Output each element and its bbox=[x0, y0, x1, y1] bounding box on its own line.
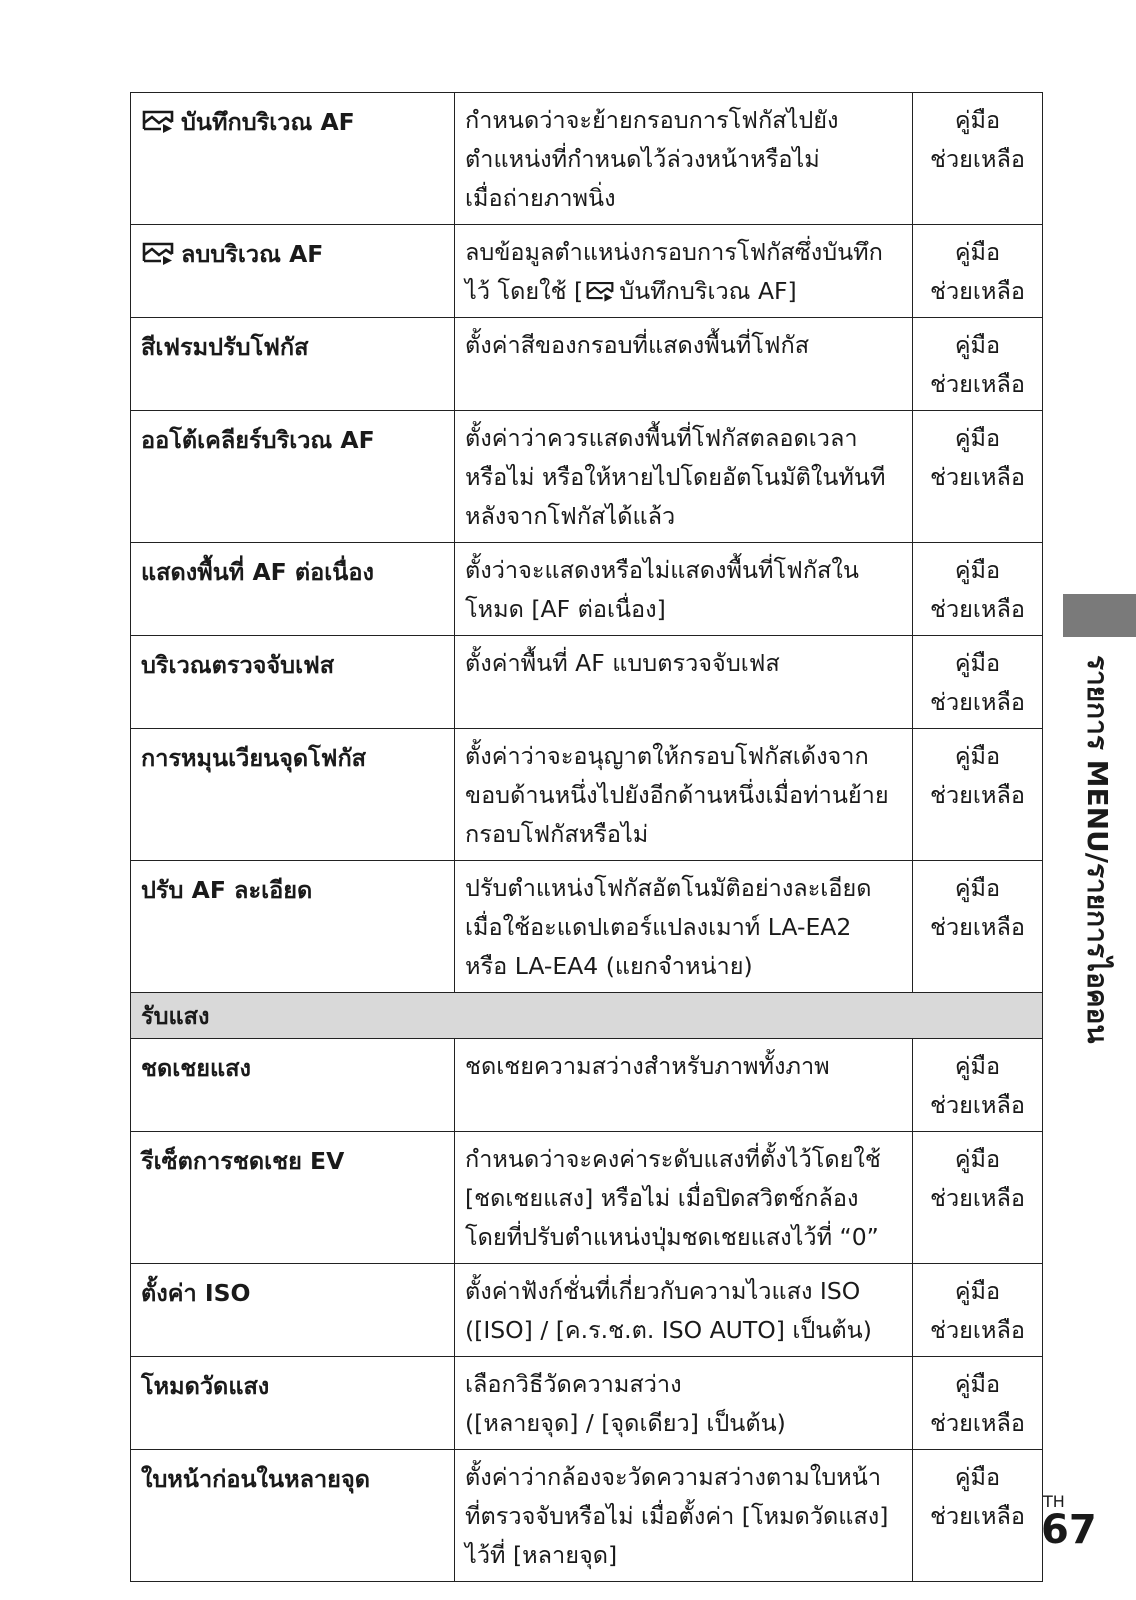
item-description-cell bbox=[455, 1039, 913, 1132]
table-row bbox=[131, 1264, 1043, 1357]
description-text: ไว้ โดยใช้ [ bbox=[465, 277, 584, 305]
help-guide-link[interactable] bbox=[913, 1132, 1043, 1264]
item-name: สีเฟรมปรับโฟกัส bbox=[141, 333, 309, 361]
item-name-cell bbox=[131, 729, 455, 861]
item-description-cell bbox=[455, 411, 913, 543]
help-guide-link[interactable] bbox=[913, 1264, 1043, 1357]
item-name: ตั้งค่า ISO bbox=[141, 1279, 251, 1307]
item-name: ลบบริเวณ AF bbox=[181, 240, 324, 268]
table-row bbox=[131, 1132, 1043, 1264]
help-guide-link[interactable] bbox=[913, 1039, 1043, 1132]
description-line: กำหนดว่าจะย้ายกรอบการโฟกัสไปยัง bbox=[465, 106, 839, 134]
help-guide-label: คู่มือ bbox=[954, 1370, 1001, 1398]
description-line: เลือกวิธีวัดความสว่าง bbox=[465, 1370, 682, 1398]
help-guide-link[interactable] bbox=[913, 1450, 1043, 1582]
item-name: รีเซ็ตการชดเชย EV bbox=[141, 1147, 345, 1175]
table-row bbox=[131, 411, 1043, 543]
help-guide-link[interactable] bbox=[913, 225, 1043, 318]
item-description-cell bbox=[455, 225, 913, 318]
chapter-tab-marker bbox=[1063, 594, 1136, 637]
description-line: โหมด [AF ต่อเนื่อง] bbox=[465, 595, 666, 623]
help-guide-link[interactable] bbox=[913, 861, 1043, 993]
description-line: ตั้งค่าว่าจะอนุญาตให้กรอบโฟกัสเด้งจาก bbox=[465, 742, 869, 770]
description-line: ปรับตำแหน่งโฟกัสอัตโนมัติอย่างละเอียด bbox=[465, 874, 872, 902]
item-name-cell bbox=[131, 225, 455, 318]
item-name: การหมุนเวียนจุดโฟกัส bbox=[141, 744, 367, 772]
item-name-cell bbox=[131, 1450, 455, 1582]
description-line: ตั้งค่าว่ากล้องจะวัดความสว่างตามใบหน้า bbox=[465, 1463, 882, 1491]
help-guide-label: คู่มือ bbox=[954, 1463, 1001, 1491]
item-name-cell bbox=[131, 1357, 455, 1450]
item-description-cell bbox=[455, 1357, 913, 1450]
help-guide-link[interactable] bbox=[913, 1357, 1043, 1450]
item-name: บันทึกบริเวณ AF bbox=[181, 108, 355, 136]
language-code: TH bbox=[1043, 1492, 1065, 1511]
description-line: หรือไม่ หรือให้หายไปโดยอัตโนมัติในทันที bbox=[465, 463, 886, 491]
help-guide-label: คู่มือ bbox=[954, 106, 1001, 134]
table-row bbox=[131, 225, 1043, 318]
help-guide-label: ช่วยเหลือ bbox=[930, 1091, 1025, 1119]
table-row bbox=[131, 543, 1043, 636]
item-name: ชดเชยแสง bbox=[141, 1054, 251, 1082]
description-line: [ชดเชยแสง] หรือไม่ เมื่อปิดสวิตช์กล้อง bbox=[465, 1184, 859, 1212]
description-line: ขอบด้านหนึ่งไปยังอีกด้านหนึ่งเมื่อท่านย้าย bbox=[465, 781, 889, 809]
description-line: ไว้ที่ [หลายจุด] bbox=[465, 1541, 618, 1569]
chapter-side-label: รายการ MENU/รายการไอคอน bbox=[1081, 655, 1114, 1044]
help-guide-link[interactable] bbox=[913, 93, 1043, 225]
table-row bbox=[131, 729, 1043, 861]
help-guide-label: ช่วยเหลือ bbox=[930, 277, 1025, 305]
help-guide-label: ช่วยเหลือ bbox=[930, 688, 1025, 716]
help-guide-label: คู่มือ bbox=[954, 1277, 1001, 1305]
section-header-row bbox=[131, 993, 1043, 1039]
description-line: ตั้งค่าพื้นที่ AF แบบตรวจจับเฟส bbox=[465, 649, 780, 677]
description-line: กรอบโฟกัสหรือไม่ bbox=[465, 820, 649, 848]
item-description-cell bbox=[455, 543, 913, 636]
table-row bbox=[131, 861, 1043, 993]
item-name-cell bbox=[131, 1039, 455, 1132]
item-name-cell bbox=[131, 861, 455, 993]
description-line: ตั้งค่าสีของกรอบที่แสดงพื้นที่โฟกัส bbox=[465, 331, 810, 359]
description-line: ตั้งค่าฟังก์ชั่นที่เกี่ยวกับความไวแสง ISO bbox=[465, 1277, 861, 1305]
help-guide-label: คู่มือ bbox=[954, 874, 1001, 902]
still-image-icon bbox=[585, 280, 615, 302]
item-description-cell bbox=[455, 1264, 913, 1357]
description-line: ที่ตรวจจับหรือไม่ เมื่อตั้งค่า [โหมดวัดแสง] bbox=[465, 1502, 889, 1530]
section-title: รับแสง bbox=[131, 993, 1043, 1039]
description-line bbox=[465, 272, 902, 311]
help-guide-label: คู่มือ bbox=[954, 238, 1001, 266]
still-image-icon bbox=[141, 241, 175, 265]
item-name: โหมดวัดแสง bbox=[141, 1372, 270, 1400]
item-name: ออโต้เคลียร์บริเวณ AF bbox=[141, 426, 375, 454]
help-guide-label: ช่วยเหลือ bbox=[930, 913, 1025, 941]
menu-items-table bbox=[130, 92, 1043, 1582]
help-guide-label: ช่วยเหลือ bbox=[930, 1184, 1025, 1212]
description-line: ตำแหน่งที่กำหนดไว้ล่วงหน้าหรือไม่ bbox=[465, 145, 820, 173]
item-name-cell bbox=[131, 411, 455, 543]
help-guide-label: คู่มือ bbox=[954, 742, 1001, 770]
description-line: เมื่อใช้อะแดปเตอร์แปลงเมาท์ LA-EA2 bbox=[465, 913, 852, 941]
description-line: หลังจากโฟกัสได้แล้ว bbox=[465, 502, 676, 530]
help-guide-link[interactable] bbox=[913, 636, 1043, 729]
help-guide-label: คู่มือ bbox=[954, 556, 1001, 584]
help-guide-label: ช่วยเหลือ bbox=[930, 463, 1025, 491]
description-line: ลบข้อมูลตำแหน่งกรอบการโฟกัสซึ่งบันทึก bbox=[465, 238, 883, 266]
item-name: แสดงพื้นที่ AF ต่อเนื่อง bbox=[141, 558, 374, 586]
item-description-cell bbox=[455, 729, 913, 861]
item-description-cell bbox=[455, 1450, 913, 1582]
item-description-cell bbox=[455, 861, 913, 993]
help-guide-link[interactable] bbox=[913, 729, 1043, 861]
item-name-cell bbox=[131, 543, 455, 636]
item-name: ปรับ AF ละเอียด bbox=[141, 876, 313, 904]
help-guide-link[interactable] bbox=[913, 543, 1043, 636]
item-name: ใบหน้าก่อนในหลายจุด bbox=[141, 1465, 370, 1493]
still-image-icon bbox=[141, 109, 175, 133]
description-line: โดยที่ปรับตำแหน่งปุ่มชดเชยแสงไว้ที่ “0” bbox=[465, 1223, 879, 1251]
item-name-cell bbox=[131, 636, 455, 729]
item-name: บริเวณตรวจจับเฟส bbox=[141, 651, 335, 679]
description-line: ชดเชยความสว่างสำหรับภาพทั้งภาพ bbox=[465, 1052, 830, 1080]
item-name-cell bbox=[131, 1264, 455, 1357]
help-guide-label: ช่วยเหลือ bbox=[930, 781, 1025, 809]
help-guide-label: ช่วยเหลือ bbox=[930, 1502, 1025, 1530]
help-guide-link[interactable] bbox=[913, 411, 1043, 543]
item-name-cell bbox=[131, 93, 455, 225]
description-line: ([ISO] / [ค.ร.ช.ต. ISO AUTO] เป็นต้น) bbox=[465, 1316, 872, 1344]
description-text: บันทึกบริเวณ AF] bbox=[619, 277, 797, 305]
help-guide-label: คู่มือ bbox=[954, 649, 1001, 677]
table-row bbox=[131, 93, 1043, 225]
description-line: หรือ LA-EA4 (แยกจำหน่าย) bbox=[465, 952, 753, 980]
item-description-cell bbox=[455, 636, 913, 729]
table-row bbox=[131, 1039, 1043, 1132]
help-guide-label: คู่มือ bbox=[954, 424, 1001, 452]
table-row bbox=[131, 1450, 1043, 1582]
help-guide-label: คู่มือ bbox=[954, 331, 1001, 359]
help-guide-label: ช่วยเหลือ bbox=[930, 1409, 1025, 1437]
page-number: 67 bbox=[1041, 1507, 1097, 1553]
help-guide-label: ช่วยเหลือ bbox=[930, 595, 1025, 623]
description-line: กำหนดว่าจะคงค่าระดับแสงที่ตั้งไว้โดยใช้ bbox=[465, 1145, 881, 1173]
description-line: ตั้งค่าว่าควรแสดงพื้นที่โฟกัสตลอดเวลา bbox=[465, 424, 858, 452]
description-line: ([หลายจุด] / [จุดเดียว] เป็นต้น) bbox=[465, 1409, 786, 1437]
help-guide-label: คู่มือ bbox=[954, 1145, 1001, 1173]
description-line: เมื่อถ่ายภาพนิ่ง bbox=[465, 184, 616, 212]
item-description-cell bbox=[455, 1132, 913, 1264]
help-guide-label: ช่วยเหลือ bbox=[930, 145, 1025, 173]
table-row bbox=[131, 636, 1043, 729]
help-guide-label: ช่วยเหลือ bbox=[930, 370, 1025, 398]
item-description-cell bbox=[455, 93, 913, 225]
description-line: ตั้งว่าจะแสดงหรือไม่แสดงพื้นที่โฟกัสใน bbox=[465, 556, 859, 584]
item-name-cell bbox=[131, 1132, 455, 1264]
table-row bbox=[131, 1357, 1043, 1450]
item-name-cell bbox=[131, 318, 455, 411]
item-description-cell bbox=[455, 318, 913, 411]
help-guide-label: ช่วยเหลือ bbox=[930, 1316, 1025, 1344]
table-row bbox=[131, 318, 1043, 411]
help-guide-label: คู่มือ bbox=[954, 1052, 1001, 1080]
help-guide-link[interactable] bbox=[913, 318, 1043, 411]
